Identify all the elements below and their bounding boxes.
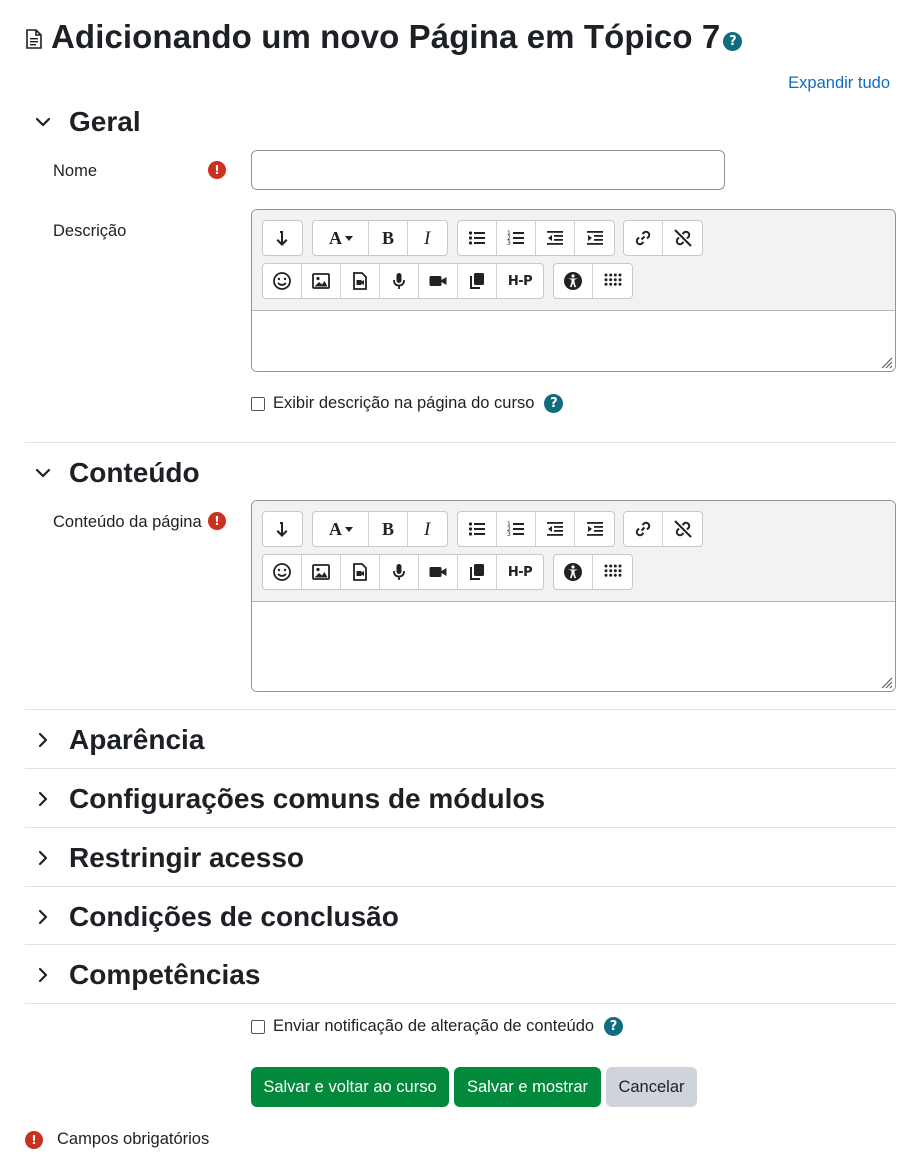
italic-button[interactable] [408, 512, 447, 546]
resize-grip-icon[interactable] [879, 675, 893, 689]
save-display-button[interactable]: Salvar e mostrar [454, 1067, 601, 1107]
indent-button[interactable] [575, 221, 614, 255]
link-icon [633, 228, 653, 248]
unordered-list-icon [467, 228, 487, 248]
unordered-list-icon [467, 519, 487, 539]
divider [25, 709, 896, 710]
expand-all-link[interactable]: Expandir tudo [788, 74, 890, 92]
accessibility-button[interactable] [554, 264, 593, 298]
copy-icon [467, 271, 487, 291]
descricao-textarea[interactable] [252, 311, 895, 371]
toolbar-group-lists [457, 220, 615, 256]
descricao-label: Descrição [53, 222, 127, 240]
bold-button[interactable] [369, 221, 408, 255]
record-video-button[interactable] [419, 264, 458, 298]
section-competencias-header[interactable] [34, 959, 260, 991]
indent-icon [585, 228, 605, 248]
divider [25, 442, 896, 443]
font-style-button[interactable] [313, 221, 369, 255]
section-conteudo-header[interactable] [34, 457, 200, 489]
section-restringir-title: Restringir acesso [69, 842, 304, 873]
media-button[interactable] [341, 264, 380, 298]
resize-grip-icon[interactable] [879, 355, 893, 369]
section-restringir-header[interactable] [34, 842, 304, 874]
toolbar-group-lists [457, 511, 615, 547]
unlink-button[interactable] [663, 221, 702, 255]
microphone-icon [389, 271, 409, 291]
notificacao-checkbox[interactable] [251, 1020, 265, 1034]
notificacao-row [251, 1017, 623, 1036]
more-icon [603, 271, 623, 291]
save-return-button[interactable]: Salvar e voltar ao curso [251, 1067, 449, 1107]
nome-label: Nome [53, 162, 98, 180]
emoji-button[interactable] [263, 555, 302, 589]
section-aparencia-header[interactable] [34, 724, 204, 756]
accessibility-icon [563, 271, 583, 291]
editor-toolbar [252, 210, 895, 311]
divider [25, 1003, 896, 1004]
toolbar-group-media [262, 263, 544, 299]
chevron-right-icon [34, 966, 52, 984]
h5p-button[interactable] [497, 264, 543, 298]
collapse-toolbar-button[interactable] [263, 221, 302, 255]
image-icon [311, 562, 331, 582]
divider [25, 944, 896, 945]
emoji-button[interactable] [263, 264, 302, 298]
unlink-icon [673, 228, 693, 248]
emoji-icon [272, 271, 292, 291]
h5p-icon: H-P [507, 564, 533, 580]
required-fields-note [25, 1130, 209, 1149]
section-conteudo-title: Conteúdo [69, 457, 200, 488]
chevron-right-icon [34, 908, 52, 926]
page-header [25, 18, 742, 56]
more-icon [603, 562, 623, 582]
nome-input[interactable] [251, 150, 725, 190]
font-style-button[interactable] [313, 512, 369, 546]
toolbar-group-media [262, 554, 544, 590]
descricao-editor [251, 209, 896, 372]
conteudo-label: Conteúdo da página [53, 513, 202, 531]
exibir-descricao-row [251, 394, 563, 413]
section-condicoes-title: Condições de conclusão [69, 901, 399, 932]
collapse-icon [273, 519, 293, 539]
conteudo-editor [251, 500, 896, 692]
ordered-list-icon [506, 228, 526, 248]
record-audio-button[interactable] [380, 264, 419, 298]
page-resource-icon [25, 29, 43, 49]
toolbar-group-links [623, 220, 703, 256]
toolbar-group-collapse [262, 220, 303, 256]
notificacao-label: Enviar notificação de alteração de conteúdo [273, 1017, 595, 1035]
collapse-icon [273, 228, 293, 248]
unlink-button[interactable] [663, 512, 702, 546]
outdent-button[interactable] [536, 221, 575, 255]
toolbar-group-a11y [553, 263, 633, 299]
chevron-down-icon [34, 113, 52, 131]
more-button[interactable] [593, 555, 632, 589]
font-style-icon [328, 519, 354, 539]
media-file-icon [350, 271, 370, 291]
editor-toolbar [252, 501, 895, 602]
required-icon: ! [208, 512, 226, 530]
section-geral-header[interactable] [34, 106, 141, 138]
outdent-icon [545, 519, 565, 539]
record-video-button[interactable] [419, 555, 458, 589]
chevron-down-icon [34, 464, 52, 482]
collapse-toolbar-button[interactable] [263, 512, 302, 546]
section-condicoes-header[interactable] [34, 901, 399, 933]
outdent-button[interactable] [536, 512, 575, 546]
toolbar-group-style [312, 511, 448, 547]
outdent-icon [545, 228, 565, 248]
italic-icon [418, 228, 438, 248]
exibir-descricao-checkbox[interactable] [251, 397, 265, 411]
font-style-icon [328, 228, 354, 248]
toolbar-group-collapse [262, 511, 303, 547]
media-button[interactable] [341, 555, 380, 589]
unlink-icon [673, 519, 693, 539]
link-icon [633, 519, 653, 539]
title-help-icon[interactable]: ? [723, 32, 742, 51]
indent-button[interactable] [575, 512, 614, 546]
section-configuracoes-header[interactable] [34, 783, 545, 815]
required-icon: ! [25, 1131, 43, 1149]
cancel-button[interactable]: Cancelar [606, 1067, 697, 1107]
link-button[interactable] [624, 221, 663, 255]
chevron-right-icon [34, 849, 52, 867]
required-icon: ! [208, 161, 226, 179]
manage-files-button[interactable] [458, 264, 497, 298]
divider [25, 886, 896, 887]
chevron-right-icon [34, 731, 52, 749]
italic-button[interactable] [408, 221, 447, 255]
chevron-right-icon [34, 790, 52, 808]
ordered-list-button[interactable] [497, 512, 536, 546]
unordered-list-button[interactable] [458, 512, 497, 546]
video-icon [428, 271, 448, 291]
exibir-descricao-help-icon[interactable]: ? [544, 394, 563, 413]
image-button[interactable] [302, 555, 341, 589]
bold-button[interactable] [369, 512, 408, 546]
section-competencias-title: Competências [69, 959, 261, 990]
media-file-icon [350, 562, 370, 582]
h5p-button[interactable] [497, 555, 543, 589]
link-button[interactable] [624, 512, 663, 546]
divider [25, 827, 896, 828]
microphone-icon [389, 562, 409, 582]
required-fields-label: Campos obrigatórios [57, 1130, 210, 1148]
accessibility-icon [563, 562, 583, 582]
ordered-list-icon [506, 519, 526, 539]
toolbar-group-a11y [553, 554, 633, 590]
page-title: Adicionando um novo Página em Tópico 7 [51, 18, 721, 55]
ordered-list-button[interactable] [497, 221, 536, 255]
section-geral-title: Geral [69, 106, 141, 137]
emoji-icon [272, 562, 292, 582]
section-configuracoes-title: Configurações comuns de módulos [69, 783, 546, 814]
bold-icon [378, 519, 398, 539]
record-audio-button[interactable] [380, 555, 419, 589]
video-icon [428, 562, 448, 582]
divider [25, 768, 896, 769]
italic-icon [418, 519, 438, 539]
toolbar-group-links [623, 511, 703, 547]
copy-icon [467, 562, 487, 582]
section-aparencia-title: Aparência [69, 724, 205, 755]
unordered-list-button[interactable] [458, 221, 497, 255]
manage-files-button[interactable] [458, 555, 497, 589]
image-icon [311, 271, 331, 291]
bold-icon [378, 228, 398, 248]
exibir-descricao-label: Exibir descrição na página do curso [273, 394, 535, 412]
indent-icon [585, 519, 605, 539]
conteudo-textarea[interactable] [252, 602, 895, 691]
image-button[interactable] [302, 264, 341, 298]
more-button[interactable] [593, 264, 632, 298]
notificacao-help-icon[interactable]: ? [604, 1017, 623, 1036]
accessibility-button[interactable] [554, 555, 593, 589]
toolbar-group-style [312, 220, 448, 256]
h5p-icon: H-P [507, 273, 533, 289]
